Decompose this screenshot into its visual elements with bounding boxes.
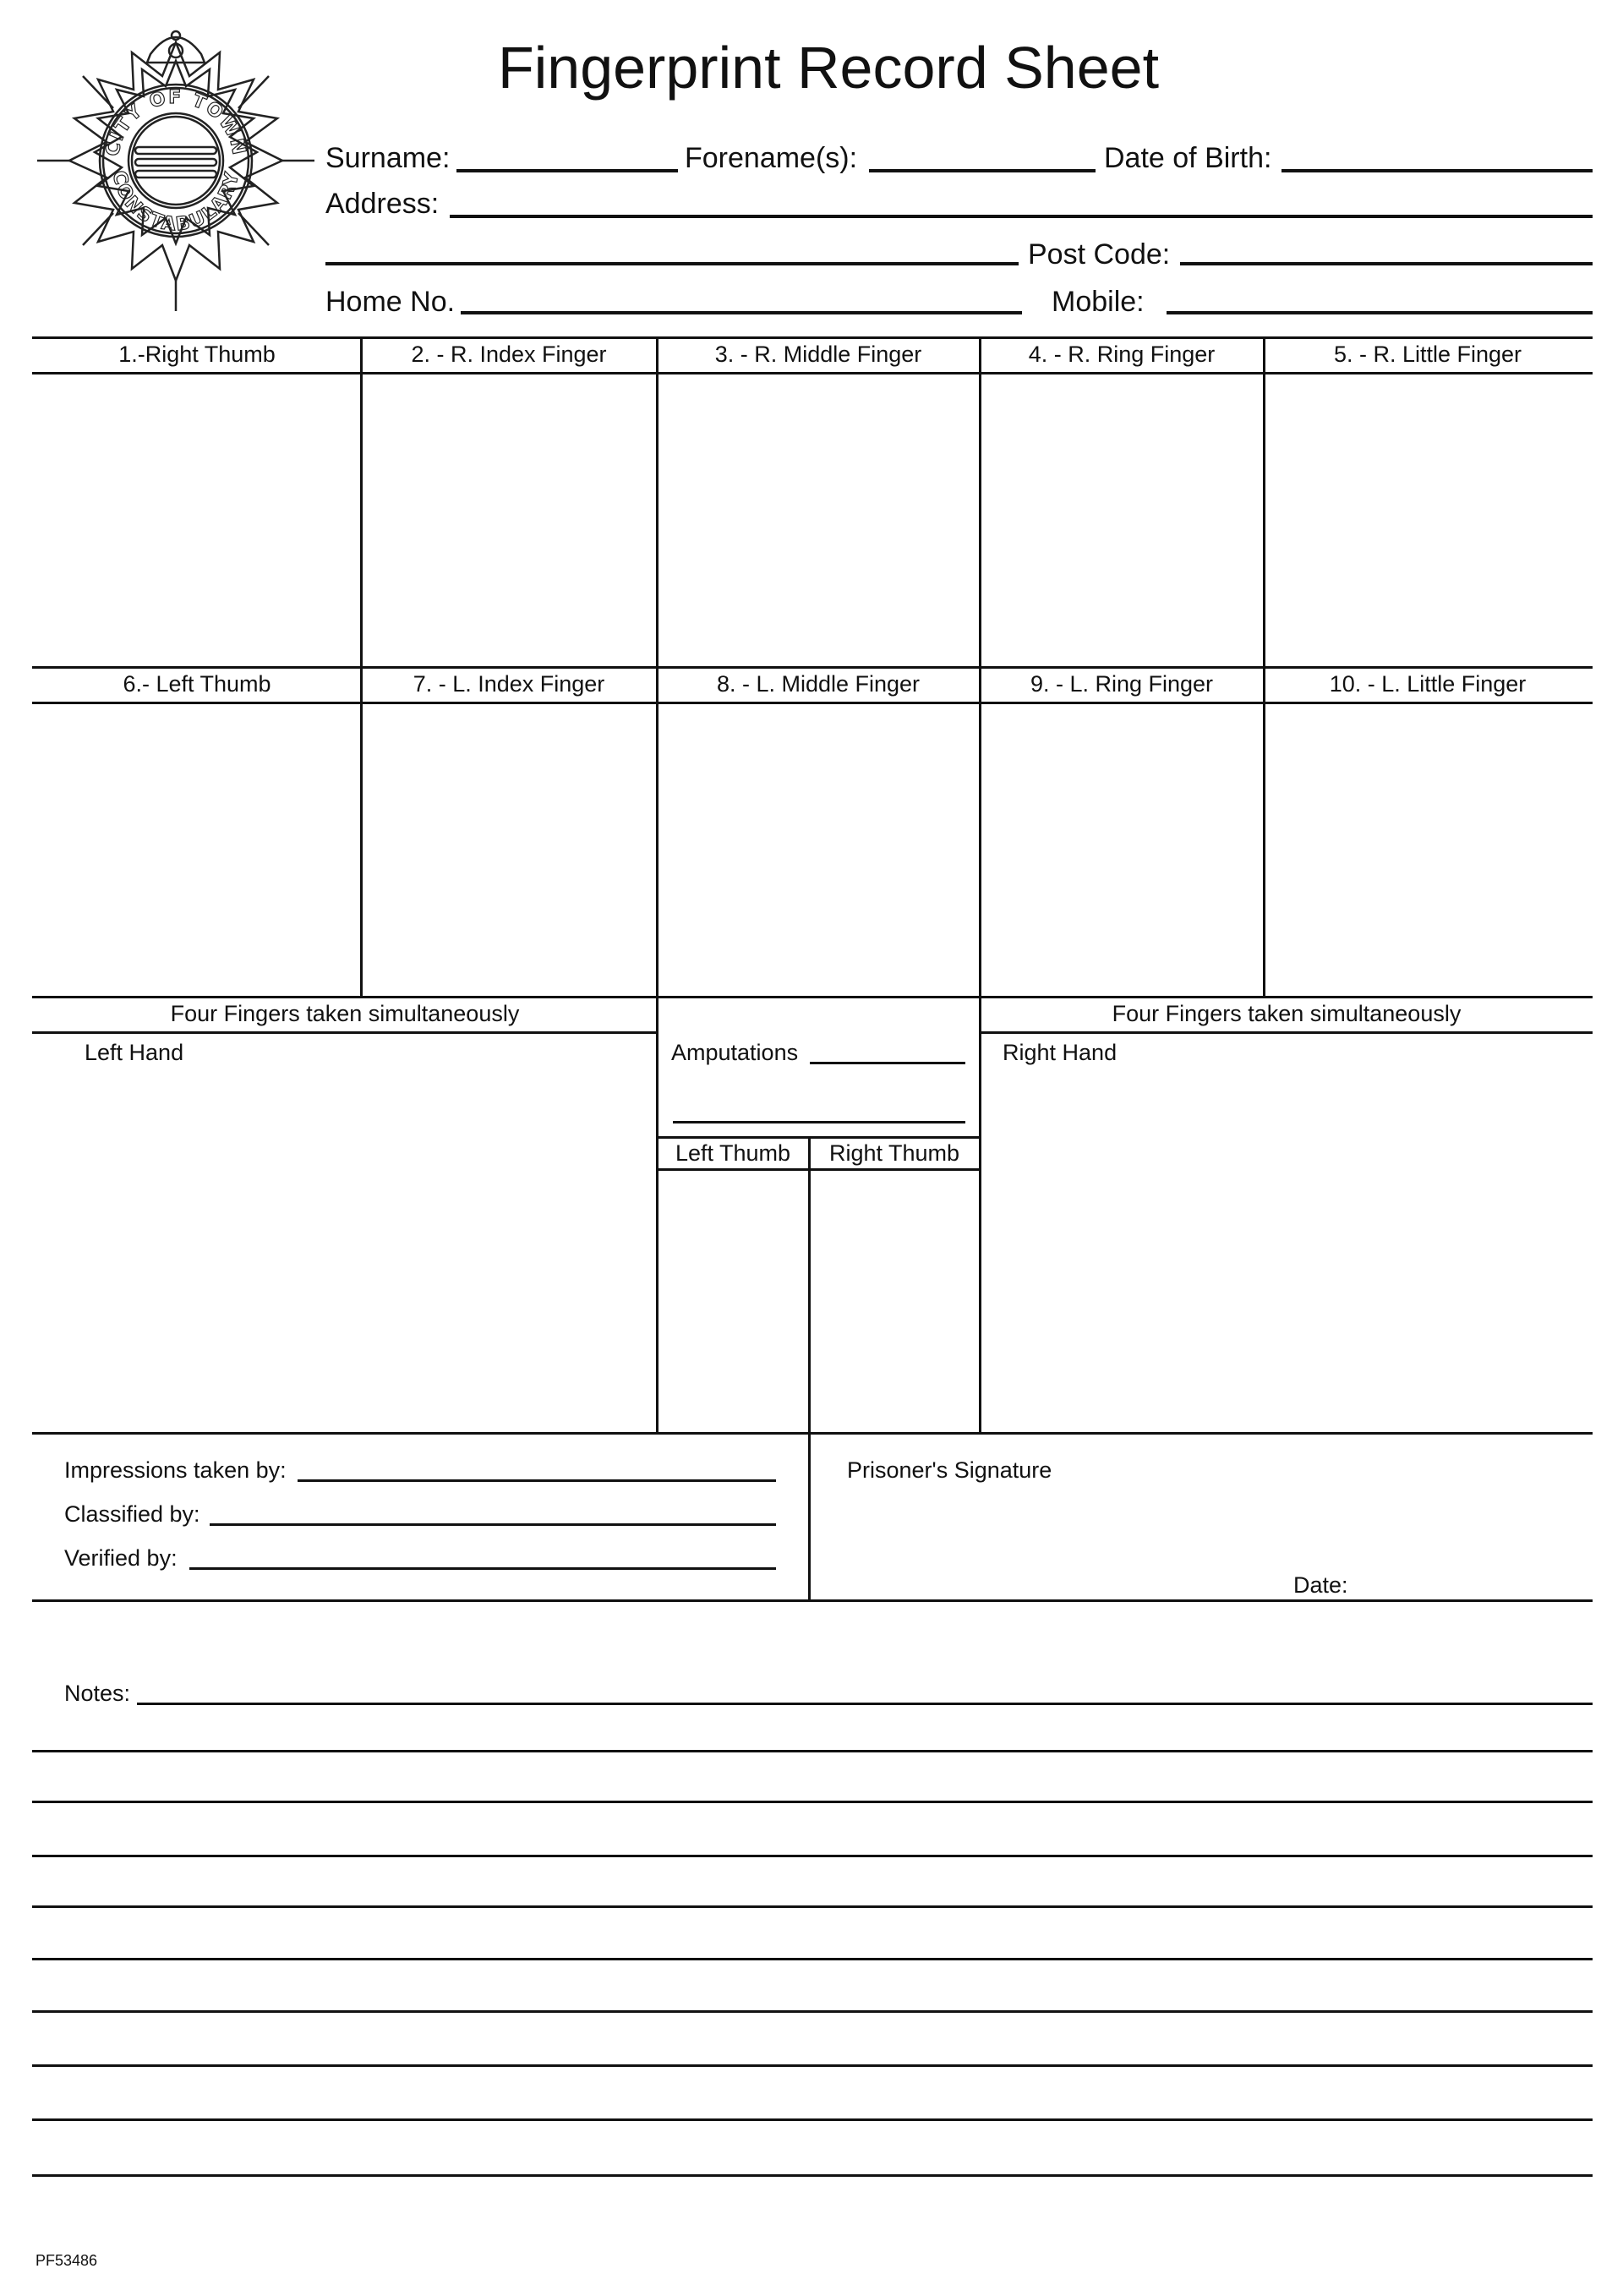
print-box-left-ring[interactable] (982, 705, 1261, 994)
simultaneous-right-header: Four Fingers taken simultaneously (1112, 1001, 1462, 1026)
finger-label-left-middle: 8. - L. Middle Finger (716, 671, 921, 697)
grid-line (979, 336, 981, 1434)
print-box-left-middle[interactable] (659, 705, 977, 994)
notes-line[interactable] (32, 2010, 1593, 2013)
grid-line (32, 1599, 1593, 1602)
left-thumb-label: Left Thumb (675, 1140, 791, 1166)
postcode-field[interactable] (1180, 262, 1593, 265)
home-number-label: Home No. (325, 286, 456, 318)
prisoner-signature-label: Prisoner's Signature (847, 1457, 1052, 1483)
grid-line (656, 336, 658, 1434)
grid-line (32, 702, 1593, 704)
grid-line (1263, 336, 1265, 996)
address-field-line-1[interactable] (450, 215, 1593, 218)
address-label: Address: (325, 188, 440, 220)
notes-line[interactable] (32, 1750, 1593, 1752)
finger-label-right-ring: 4. - R. Ring Finger (1028, 342, 1216, 367)
notes-label: Notes: (64, 1681, 131, 1706)
home-number-field[interactable] (461, 311, 1022, 314)
print-box-left-thumb-plain[interactable] (659, 1172, 806, 1432)
finger-label-left-index: 7. - L. Index Finger (413, 671, 605, 697)
dob-field[interactable] (1281, 169, 1593, 172)
form-code: PF53486 (36, 2252, 98, 2269)
grid-line (32, 372, 1593, 374)
notes-line[interactable] (32, 1905, 1593, 1908)
print-box-right-thumb-plain[interactable] (812, 1172, 977, 1432)
date-label: Date: (1293, 1572, 1348, 1598)
classified-by-label: Classified by: (64, 1501, 200, 1527)
forename-field[interactable] (869, 169, 1096, 172)
prisoner-signature-field[interactable] (812, 1493, 1591, 1577)
verified-by-label: Verified by: (64, 1545, 178, 1571)
right-hand-label: Right Hand (1003, 1040, 1118, 1065)
badge-text-top: CITY OF TOWN (101, 86, 250, 158)
print-box-right-little[interactable] (1266, 375, 1591, 664)
amputations-field-line-2[interactable] (673, 1121, 965, 1123)
right-thumb-label: Right Thumb (828, 1140, 960, 1166)
grid-line (979, 1031, 1593, 1034)
impressions-taken-label: Impressions taken by: (64, 1457, 287, 1483)
amputations-label: Amputations (671, 1040, 799, 1065)
print-box-left-hand-simultaneous[interactable] (34, 1035, 654, 1432)
print-box-left-thumb[interactable] (34, 705, 358, 994)
verified-by-field[interactable] (189, 1567, 776, 1570)
notes-line[interactable] (32, 2174, 1593, 2177)
police-badge-logo (32, 24, 320, 320)
dob-label: Date of Birth: (1104, 142, 1272, 174)
forename-label: Forename(s): (685, 142, 858, 174)
grid-line (32, 1432, 1593, 1435)
print-box-right-thumb[interactable] (34, 375, 358, 664)
notes-line[interactable] (32, 2118, 1593, 2121)
print-box-right-middle[interactable] (659, 375, 977, 664)
print-box-right-index[interactable] (363, 375, 654, 664)
postcode-label: Post Code: (1028, 238, 1171, 271)
badge-text-bottom: CONSTABULARY (107, 168, 244, 236)
finger-label-left-thumb: 6.- Left Thumb (123, 671, 271, 697)
svg-text:CONSTABULARY (108, 169, 243, 236)
left-hand-label: Left Hand (85, 1040, 184, 1065)
simultaneous-left-header: Four Fingers taken simultaneously (170, 1001, 520, 1026)
print-box-right-hand-simultaneous[interactable] (982, 1035, 1591, 1432)
mobile-label: Mobile: (1052, 286, 1145, 318)
print-box-right-ring[interactable] (982, 375, 1261, 664)
finger-label-left-little: 10. - L. Little Finger (1329, 671, 1527, 697)
grid-line (656, 1136, 979, 1139)
grid-line (32, 996, 1593, 998)
page-title: Fingerprint Record Sheet (497, 35, 1160, 101)
surname-label: Surname: (325, 142, 451, 174)
surname-field[interactable] (456, 169, 678, 172)
finger-label-right-little: 5. - R. Little Finger (1333, 342, 1522, 367)
finger-label-right-middle: 3. - R. Middle Finger (714, 342, 922, 367)
finger-label-right-thumb: 1.-Right Thumb (118, 342, 276, 367)
grid-line (360, 336, 363, 996)
print-box-left-little[interactable] (1266, 705, 1591, 994)
notes-line[interactable] (32, 2064, 1593, 2067)
grid-line (656, 1168, 979, 1171)
grid-line (32, 336, 1593, 339)
amputations-field-line-1[interactable] (810, 1062, 965, 1064)
notes-line[interactable] (137, 1703, 1593, 1705)
address-field-line-2[interactable] (325, 262, 1019, 265)
print-box-left-index[interactable] (363, 705, 654, 994)
grid-line (808, 1136, 811, 1599)
classified-by-field[interactable] (210, 1523, 776, 1526)
notes-line[interactable] (32, 1958, 1593, 1960)
finger-label-left-ring: 9. - L. Ring Finger (1030, 671, 1214, 697)
impressions-taken-field[interactable] (298, 1479, 776, 1482)
finger-label-right-index: 2. - R. Index Finger (411, 342, 607, 367)
notes-line[interactable] (32, 1801, 1593, 1803)
mobile-field[interactable] (1167, 311, 1593, 314)
grid-line (32, 666, 1593, 669)
grid-line (32, 1031, 656, 1034)
notes-line[interactable] (32, 1855, 1593, 1857)
